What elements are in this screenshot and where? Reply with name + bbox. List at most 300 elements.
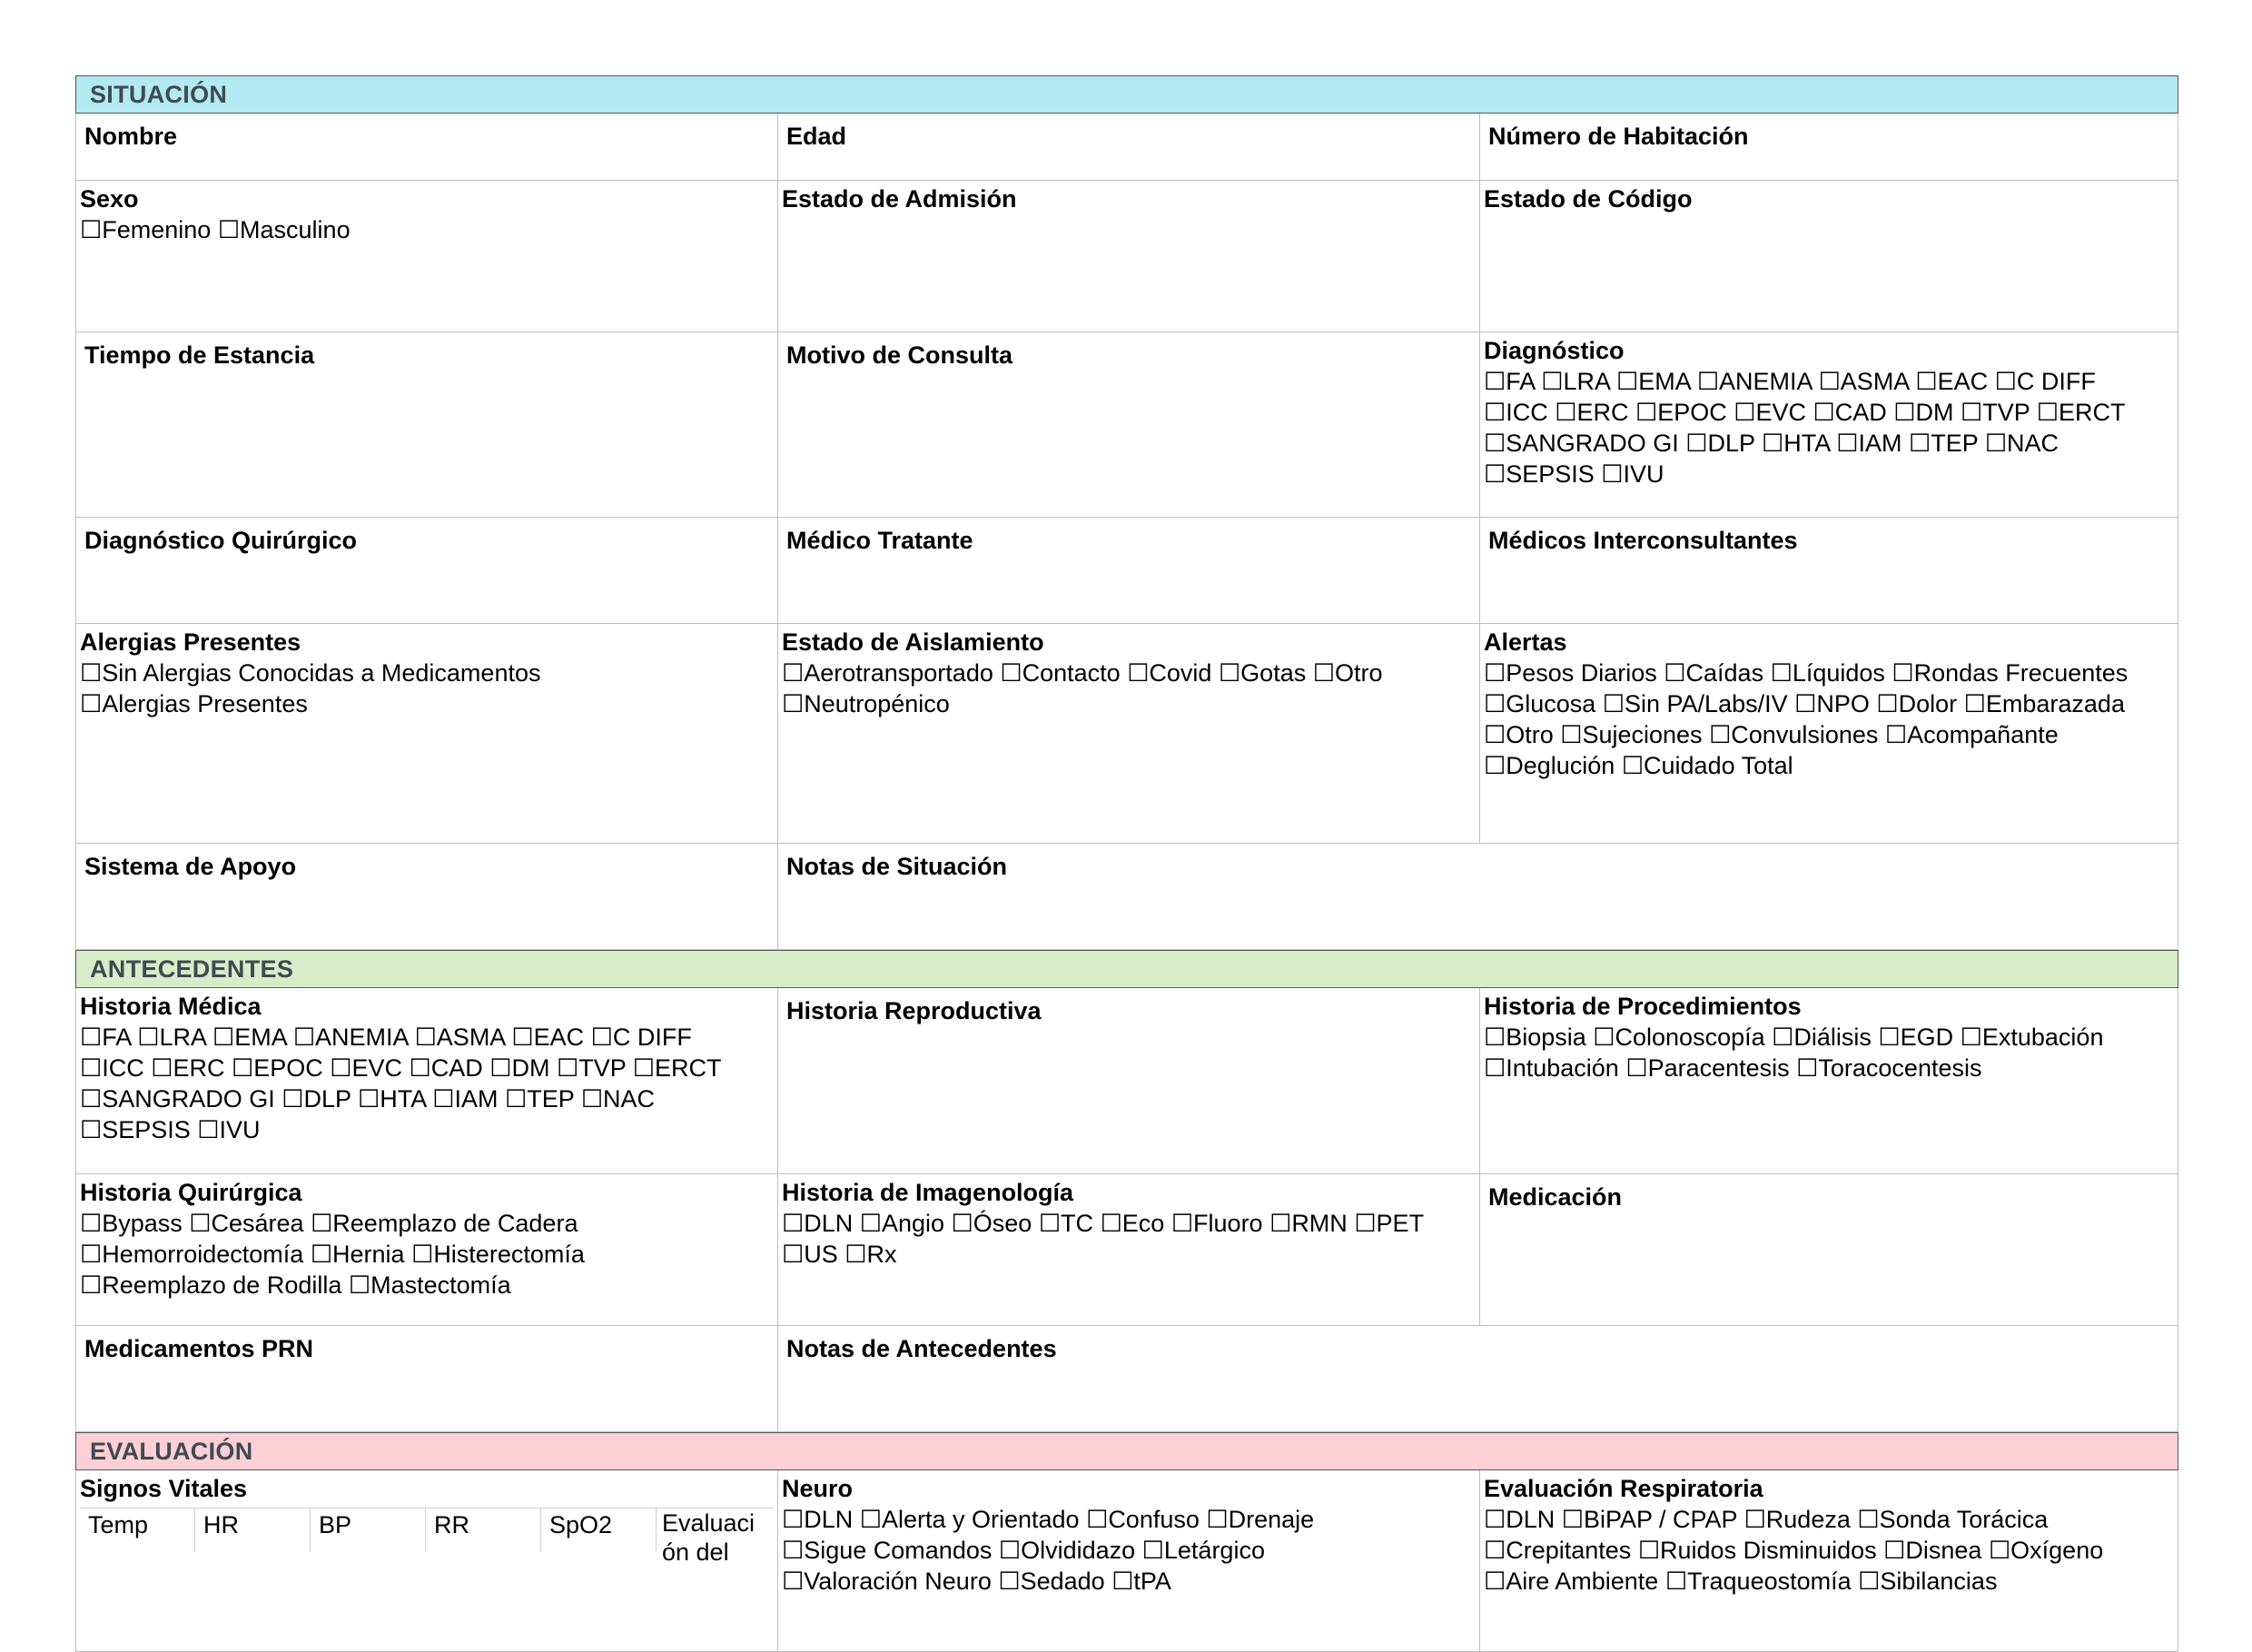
checkbox-option[interactable] [1819, 368, 1909, 395]
checkbox-icon[interactable]: ☐ [1961, 399, 1983, 426]
checkbox-option[interactable] [1560, 721, 1702, 748]
checkbox-icon[interactable]: ☐ [1484, 399, 1506, 426]
checkbox-option[interactable] [151, 1054, 224, 1082]
checkbox-icon[interactable]: ☐ [1484, 460, 1506, 488]
checkbox-label: CAD [430, 1054, 483, 1082]
checkbox-icon[interactable]: ☐ [1876, 690, 1899, 717]
checkbox-icon[interactable]: ☐ [80, 690, 103, 717]
checkbox-option[interactable] [1744, 1506, 1851, 1533]
vitals-table [80, 1508, 774, 1572]
field-historia-reproductiva[interactable] [777, 988, 1479, 1174]
checkbox-option[interactable] [1127, 659, 1211, 687]
checkbox-icon[interactable]: ☐ [580, 1085, 604, 1113]
checkbox-option[interactable] [1313, 659, 1383, 687]
checkbox-option[interactable] [330, 1054, 402, 1082]
checkbox-option[interactable] [1354, 1210, 1424, 1237]
field-historia-quirurgica [75, 1174, 777, 1326]
checkbox-icon[interactable]: ☐ [1484, 659, 1506, 687]
checkbox-option[interactable] [1219, 659, 1306, 687]
checkbox-icon[interactable]: ☐ [1206, 1506, 1229, 1533]
checkbox-icon[interactable]: ☐ [1086, 1506, 1109, 1533]
field-label: Estado de Código [1484, 185, 1693, 213]
checkbox-icon[interactable]: ☐ [292, 1024, 316, 1051]
checkbox-option[interactable] [1876, 690, 1957, 717]
field-diagnostico-quirurgico[interactable] [75, 518, 777, 624]
checkbox-option[interactable] [1603, 690, 1788, 717]
checkbox-option[interactable] [1813, 399, 1887, 426]
checkbox-icon[interactable]: ☐ [505, 1085, 528, 1113]
checkbox-label: Ruidos Disminuidos [1660, 1537, 1877, 1564]
checkbox-icon[interactable]: ☐ [590, 1024, 613, 1051]
checkbox-option[interactable] [80, 1241, 303, 1268]
checkbox-label: Otro [1506, 721, 1554, 748]
checkbox-icon[interactable]: ☐ [782, 1537, 805, 1564]
checkbox-option[interactable] [557, 1054, 626, 1082]
checkbox-option[interactable] [1086, 1506, 1200, 1533]
checkbox-icon[interactable]: ☐ [1685, 430, 1708, 457]
checkbox-option[interactable] [1625, 1054, 1789, 1082]
checkbox-icon[interactable]: ☐ [859, 1506, 882, 1533]
checkbox-label: Diálisis [1793, 1024, 1872, 1051]
checkbox-label: IAM [454, 1085, 499, 1113]
checkbox-icon[interactable]: ☐ [80, 216, 103, 243]
checkbox-option[interactable] [1484, 1568, 1658, 1595]
checkbox-option[interactable] [1771, 659, 1885, 687]
checkbox-icon[interactable]: ☐ [80, 1116, 103, 1143]
checkbox-icon[interactable]: ☐ [310, 1241, 333, 1268]
checkbox-label: SANGRADO GI [1506, 430, 1679, 457]
checkbox-label: tPA [1133, 1568, 1171, 1595]
checkbox-icon[interactable]: ☐ [1484, 430, 1506, 457]
checkbox-option[interactable] [2037, 399, 2126, 426]
checkbox-option[interactable] [782, 1506, 853, 1533]
checkbox-option[interactable] [1664, 659, 1763, 687]
checkbox-label: Aire Ambiente [1506, 1568, 1659, 1595]
checkbox-icon[interactable]: ☐ [1960, 1024, 1982, 1051]
checkbox-icon[interactable]: ☐ [1541, 368, 1564, 395]
checkbox-icon[interactable]: ☐ [1635, 399, 1658, 426]
checkbox-option[interactable] [80, 1024, 131, 1051]
checkbox-icon[interactable]: ☐ [358, 1085, 380, 1113]
checkbox-label: Biopsia [1506, 1024, 1586, 1051]
vitals-col-evaluacion[interactable]: Evaluación del [662, 1509, 756, 1566]
checkbox-option[interactable] [1269, 1210, 1348, 1237]
checkbox-option[interactable] [1883, 1537, 1981, 1564]
checkbox-option[interactable] [1985, 430, 2059, 457]
field-nombre[interactable] [75, 114, 777, 181]
checkbox-option[interactable] [1171, 1210, 1263, 1237]
checkbox-option[interactable] [860, 1210, 944, 1237]
checkbox-option[interactable] [1697, 368, 1812, 395]
checkbox-icon[interactable]: ☐ [782, 1210, 805, 1237]
checkbox-option[interactable] [511, 1024, 584, 1051]
field-estado-codigo[interactable] [1479, 181, 2178, 332]
checkbox-label: Glucosa [1506, 690, 1596, 717]
checkbox-icon[interactable]: ☐ [80, 1210, 103, 1237]
checkbox-option[interactable] [197, 1116, 260, 1143]
checkbox-option[interactable] [1964, 690, 2125, 717]
checkbox-icon[interactable]: ☐ [411, 1241, 434, 1268]
checkbox-icon[interactable]: ☐ [1770, 659, 1793, 687]
checkbox-option[interactable] [1000, 659, 1120, 687]
checkbox-icon[interactable]: ☐ [998, 1537, 1022, 1564]
checkbox-icon[interactable]: ☐ [1696, 368, 1720, 395]
checkbox-option[interactable] [1857, 1506, 2048, 1533]
checkbox-option[interactable] [1878, 1024, 1953, 1051]
checkbox-icon[interactable]: ☐ [1484, 752, 1506, 779]
checkbox-option[interactable] [489, 1054, 549, 1082]
checkbox-icon[interactable]: ☐ [1038, 1210, 1062, 1237]
checkbox-icon[interactable]: ☐ [1857, 1506, 1880, 1533]
checkbox-icon[interactable]: ☐ [1893, 399, 1916, 426]
checkbox-option[interactable] [782, 659, 993, 687]
checkbox-icon[interactable]: ☐ [409, 1054, 431, 1082]
field-estado-admision[interactable] [777, 181, 1479, 332]
checkbox-option[interactable] [1484, 399, 1548, 426]
checkbox-icon[interactable]: ☐ [1602, 690, 1625, 717]
checkbox-icon[interactable]: ☐ [1984, 430, 2008, 457]
checkbox-option[interactable] [80, 216, 211, 243]
checkbox-option[interactable] [505, 1085, 574, 1113]
checkbox-icon[interactable]: ☐ [1000, 659, 1022, 687]
checkbox-icon[interactable]: ☐ [951, 1210, 973, 1237]
checkbox-icon[interactable]: ☐ [1891, 659, 1914, 687]
checkbox-label: Traqueostomía [1687, 1568, 1852, 1595]
checkbox-option[interactable] [1101, 1210, 1165, 1237]
checkbox-option[interactable] [581, 1085, 655, 1113]
checkbox-option[interactable] [1111, 1568, 1171, 1595]
field-notas-situacion[interactable] [777, 844, 2178, 950]
checkbox-option[interactable] [80, 690, 308, 717]
checkbox-option[interactable] [782, 1210, 853, 1237]
checkbox-option[interactable] [1484, 690, 1595, 717]
checkbox-icon[interactable]: ☐ [1312, 659, 1335, 687]
checkbox-option[interactable] [1733, 399, 1806, 426]
checkbox-option[interactable] [1891, 659, 2128, 687]
checkbox-icon[interactable]: ☐ [80, 659, 103, 687]
vitals-col-bp[interactable]: BP [311, 1509, 426, 1552]
checkbox-icon[interactable]: ☐ [1484, 1054, 1506, 1082]
checkbox-label: Eco [1121, 1210, 1165, 1237]
checkbox-icon[interactable]: ☐ [137, 1024, 160, 1051]
checkbox-option[interactable] [860, 1506, 1080, 1533]
checkbox-icon[interactable]: ☐ [1100, 1210, 1122, 1237]
checkbox-icon[interactable]: ☐ [1796, 1054, 1819, 1082]
checkbox-option[interactable] [1593, 1024, 1764, 1051]
checkbox-option[interactable] [999, 1537, 1135, 1564]
checkbox-option[interactable] [1685, 430, 1754, 457]
checkbox-icon[interactable]: ☐ [80, 1054, 103, 1082]
checkbox-icon[interactable]: ☐ [1963, 690, 1986, 717]
vitals-col-spo2[interactable]: SpO2 [541, 1509, 657, 1552]
checkbox-label: LRA [1563, 368, 1610, 395]
checkbox-icon[interactable]: ☐ [1812, 399, 1835, 426]
field-sistema-apoyo[interactable] [75, 844, 777, 950]
checkbox-icon[interactable]: ☐ [859, 1210, 882, 1237]
checkbox-option[interactable] [411, 1241, 585, 1268]
checkbox-icon[interactable]: ☐ [1625, 1054, 1648, 1082]
checkbox-label: Líquidos [1792, 659, 1885, 687]
checkbox-label: ANEMIA [315, 1024, 409, 1051]
checkbox-option[interactable] [80, 659, 540, 687]
checkbox-option[interactable] [1484, 430, 1679, 457]
checkbox-icon[interactable]: ☐ [1858, 1568, 1881, 1595]
checkbox-option[interactable] [1484, 721, 1554, 748]
checkbox-icon[interactable]: ☐ [844, 1241, 867, 1268]
checkbox-label: EPOC [1657, 399, 1727, 426]
checkbox-option[interactable] [80, 1054, 144, 1082]
checkbox-option[interactable] [1484, 460, 1595, 488]
checkbox-option[interactable] [1601, 460, 1664, 488]
checkbox-icon[interactable]: ☐ [632, 1054, 655, 1082]
checkbox-icon[interactable]: ☐ [1794, 690, 1817, 717]
checkbox-icon[interactable]: ☐ [1484, 1024, 1506, 1051]
checkbox-label: Angio [881, 1210, 945, 1237]
checkbox-icon[interactable]: ☐ [189, 1210, 212, 1237]
field-label: Tiempo de Estancia [84, 341, 315, 369]
checkbox-icon[interactable]: ☐ [1836, 430, 1859, 457]
field-tiempo-estancia[interactable] [75, 332, 777, 518]
checkbox-icon[interactable]: ☐ [1484, 1506, 1506, 1533]
checkbox-icon[interactable]: ☐ [80, 1024, 103, 1051]
checkbox-icon[interactable]: ☐ [1664, 659, 1686, 687]
vitals-col-rr[interactable]: RR [426, 1509, 541, 1552]
checkbox-icon[interactable]: ☐ [1664, 1568, 1688, 1595]
checkbox-icon[interactable]: ☐ [1111, 1568, 1134, 1595]
checkbox-option[interactable] [1484, 1506, 1555, 1533]
checkbox-icon[interactable]: ☐ [414, 1024, 437, 1051]
checkbox-label: EAC [1937, 368, 1989, 395]
sbar-form [75, 75, 2178, 1652]
checkbox-icon[interactable]: ☐ [782, 659, 805, 687]
checkbox-icon[interactable]: ☐ [1593, 1024, 1615, 1051]
checkbox-option[interactable] [1836, 430, 1901, 457]
checkbox-icon[interactable]: ☐ [1883, 1537, 1906, 1564]
checkbox-icon[interactable]: ☐ [151, 1054, 173, 1082]
checkbox-icon[interactable]: ☐ [80, 1241, 103, 1268]
checkbox-icon[interactable]: ☐ [1354, 1210, 1377, 1237]
checkbox-icon[interactable]: ☐ [80, 1271, 103, 1299]
field-medicacion[interactable] [1479, 1174, 2178, 1326]
checkbox-label: Alerta y Orientado [881, 1506, 1080, 1533]
checkbox-option[interactable] [1635, 399, 1727, 426]
checkbox-option[interactable] [212, 1024, 286, 1051]
checkbox-option[interactable] [782, 690, 950, 717]
checkbox-option[interactable] [1616, 368, 1690, 395]
field-notas-antecedentes[interactable] [777, 1326, 2178, 1432]
checkbox-option[interactable] [80, 1116, 191, 1143]
checkbox-label: Fluoro [1193, 1210, 1263, 1237]
field-medico-tratante[interactable] [777, 518, 1479, 624]
checkbox-icon[interactable]: ☐ [557, 1054, 579, 1082]
checkbox-label: IAM [1858, 430, 1902, 457]
checkbox-option[interactable] [844, 1241, 896, 1268]
field-edad[interactable] [777, 114, 1479, 181]
checkbox-icon[interactable]: ☐ [1484, 368, 1506, 395]
checkbox-label: SEPSIS [1506, 460, 1595, 488]
checkbox-icon[interactable]: ☐ [432, 1085, 455, 1113]
checkbox-icon[interactable]: ☐ [511, 1024, 534, 1051]
checkbox-label: US [804, 1241, 838, 1268]
checkbox-icon[interactable]: ☐ [1218, 659, 1241, 687]
checkbox-option[interactable] [1858, 1568, 1997, 1595]
checkbox-icon[interactable]: ☐ [1915, 368, 1938, 395]
checkbox-label: ERCT [654, 1054, 722, 1082]
checkbox-icon[interactable]: ☐ [330, 1054, 352, 1082]
checkbox-label: C DIFF [612, 1024, 692, 1051]
checkbox-icon[interactable]: ☐ [212, 1024, 235, 1051]
checkbox-icon[interactable]: ☐ [231, 1054, 254, 1082]
checkbox-option[interactable] [349, 1271, 511, 1299]
checkbox-label: Confuso [1108, 1506, 1200, 1533]
checkbox-icon[interactable]: ☐ [1743, 1506, 1766, 1533]
checkbox-icon[interactable]: ☐ [1762, 430, 1784, 457]
checkbox-icon[interactable]: ☐ [1484, 690, 1506, 717]
checkbox-option[interactable] [1622, 752, 1793, 779]
checkbox-option[interactable] [80, 1085, 275, 1113]
checkbox-option[interactable] [1909, 430, 1978, 457]
checkbox-option[interactable] [358, 1085, 426, 1113]
checkbox-option[interactable] [432, 1085, 498, 1113]
checkbox-option[interactable] [1961, 1024, 2104, 1051]
checkbox-option[interactable] [80, 1271, 341, 1299]
checkbox-option[interactable] [311, 1241, 405, 1268]
vitals-col-temp[interactable]: Temp [80, 1509, 195, 1552]
checkbox-option[interactable] [1915, 368, 1988, 395]
checkbox-icon[interactable]: ☐ [782, 1506, 805, 1533]
checkbox-option[interactable] [415, 1024, 505, 1051]
checkbox-option[interactable] [998, 1568, 1104, 1595]
checkbox-label: Extubación [1981, 1024, 2104, 1051]
checkbox-icon[interactable]: ☐ [1909, 430, 1931, 457]
checkbox-icon[interactable]: ☐ [197, 1116, 220, 1143]
checkbox-label: TVP [578, 1054, 627, 1082]
checkbox-option[interactable] [952, 1210, 1032, 1237]
checkbox-icon[interactable]: ☐ [217, 216, 241, 243]
checkbox-option[interactable] [1484, 752, 1615, 779]
checkbox-option[interactable] [782, 1241, 838, 1268]
checkbox-icon[interactable]: ☐ [489, 1054, 512, 1082]
checkbox-icon[interactable]: ☐ [1170, 1210, 1194, 1237]
checkbox-label: Rudeza [1765, 1506, 1851, 1533]
checkbox-option[interactable] [1484, 368, 1535, 395]
checkbox-icon[interactable]: ☐ [1818, 368, 1841, 395]
checkbox-icon[interactable]: ☐ [1621, 752, 1645, 779]
checkbox-option[interactable] [1555, 399, 1628, 426]
checkbox-option[interactable] [137, 1024, 205, 1051]
checkbox-option[interactable] [410, 1054, 483, 1082]
checkbox-icon[interactable]: ☐ [1601, 460, 1624, 488]
checkbox-icon[interactable]: ☐ [1878, 1024, 1901, 1051]
checkbox-label: Olvididazo [1021, 1537, 1136, 1564]
checkbox-option[interactable] [1541, 368, 1609, 395]
checkbox-icon[interactable]: ☐ [1561, 1506, 1584, 1533]
checkbox-icon[interactable]: ☐ [348, 1271, 371, 1299]
checkbox-option[interactable] [1762, 430, 1830, 457]
checkbox-option[interactable] [1484, 659, 1657, 687]
checkbox-option[interactable] [1638, 1537, 1877, 1564]
checkbox-option[interactable] [1995, 368, 2096, 395]
checkbox-option[interactable] [1885, 721, 2059, 748]
checkbox-icon[interactable]: ☐ [1733, 399, 1756, 426]
checkbox-label: Intubación [1506, 1054, 1619, 1082]
checkbox-icon[interactable]: ☐ [782, 1241, 805, 1268]
checkbox-icon[interactable]: ☐ [1884, 721, 1908, 748]
field-motivo-consulta[interactable] [777, 332, 1479, 518]
checkbox-icon[interactable]: ☐ [311, 1210, 333, 1237]
checkbox-icon[interactable]: ☐ [2036, 399, 2059, 426]
checkbox-icon[interactable]: ☐ [1560, 721, 1583, 748]
checkbox-option[interactable] [1665, 1568, 1852, 1595]
checkbox-icon[interactable]: ☐ [782, 1568, 805, 1595]
checkbox-icon[interactable]: ☐ [1988, 1537, 2011, 1564]
checkbox-icon[interactable]: ☐ [1616, 368, 1639, 395]
checkbox-icon[interactable]: ☐ [1555, 399, 1577, 426]
checkbox-option[interactable] [1961, 399, 2030, 426]
checkbox-option[interactable] [189, 1210, 303, 1237]
field-numero-habitacion[interactable] [1479, 114, 2178, 181]
checkbox-option[interactable] [311, 1210, 578, 1237]
field-medicos-interconsultantes[interactable] [1479, 518, 2178, 624]
checkbox-icon[interactable]: ☐ [1484, 1537, 1506, 1564]
checkbox-option[interactable] [1484, 1054, 1619, 1082]
checkbox-option[interactable] [1794, 690, 1870, 717]
checkbox-icon[interactable]: ☐ [1709, 721, 1732, 748]
vitals-col-hr[interactable]: HR [195, 1509, 311, 1552]
checkbox-option[interactable] [1484, 1024, 1586, 1051]
field-label: Sistema de Apoyo [84, 853, 297, 880]
checkbox-icon[interactable]: ☐ [1484, 1568, 1506, 1595]
checkbox-icon[interactable]: ☐ [1484, 721, 1506, 748]
checkbox-option[interactable] [1772, 1024, 1872, 1051]
checkbox-option[interactable] [591, 1024, 692, 1051]
checkbox-icon[interactable]: ☐ [1772, 1024, 1794, 1051]
checkbox-option[interactable] [1206, 1506, 1314, 1533]
checkbox-label: Deglución [1506, 752, 1615, 779]
checkbox-option[interactable] [1893, 399, 1953, 426]
checkbox-icon[interactable]: ☐ [998, 1568, 1021, 1595]
field-medicamentos-prn[interactable] [75, 1326, 777, 1432]
checkbox-icon[interactable]: ☐ [282, 1085, 304, 1113]
checkbox-icon[interactable]: ☐ [1127, 659, 1150, 687]
checkbox-icon[interactable]: ☐ [1141, 1537, 1164, 1564]
checkbox-icon[interactable]: ☐ [782, 690, 805, 717]
checkbox-option[interactable] [633, 1054, 722, 1082]
checkbox-icon[interactable]: ☐ [1994, 368, 2017, 395]
field-label: Medicación [1488, 1183, 1623, 1211]
checkbox-icon[interactable]: ☐ [1269, 1210, 1292, 1237]
field-label: Signos Vitales [80, 1475, 248, 1502]
checkbox-label: Embarazada [1985, 690, 2125, 717]
checkbox-icon[interactable]: ☐ [80, 1085, 103, 1113]
checkbox-option[interactable] [1039, 1210, 1093, 1237]
checkbox-option[interactable] [1484, 1537, 1631, 1564]
checkbox-option[interactable] [293, 1024, 408, 1051]
checkbox-option[interactable] [232, 1054, 323, 1082]
checkbox-option[interactable] [80, 1210, 183, 1237]
checkbox-option[interactable] [218, 216, 351, 243]
checkbox-option[interactable] [282, 1085, 351, 1113]
checkbox-option[interactable] [782, 1537, 992, 1564]
checkbox-option[interactable] [1562, 1506, 1737, 1533]
checkbox-option[interactable] [1709, 721, 1878, 748]
checkbox-option[interactable] [1142, 1537, 1265, 1564]
checkbox-option[interactable] [782, 1568, 992, 1595]
checkbox-option[interactable] [1796, 1054, 1981, 1082]
checkbox-icon[interactable]: ☐ [1637, 1537, 1661, 1564]
checkbox-label: FA [1506, 368, 1535, 395]
checkbox-option[interactable] [1989, 1537, 2103, 1564]
